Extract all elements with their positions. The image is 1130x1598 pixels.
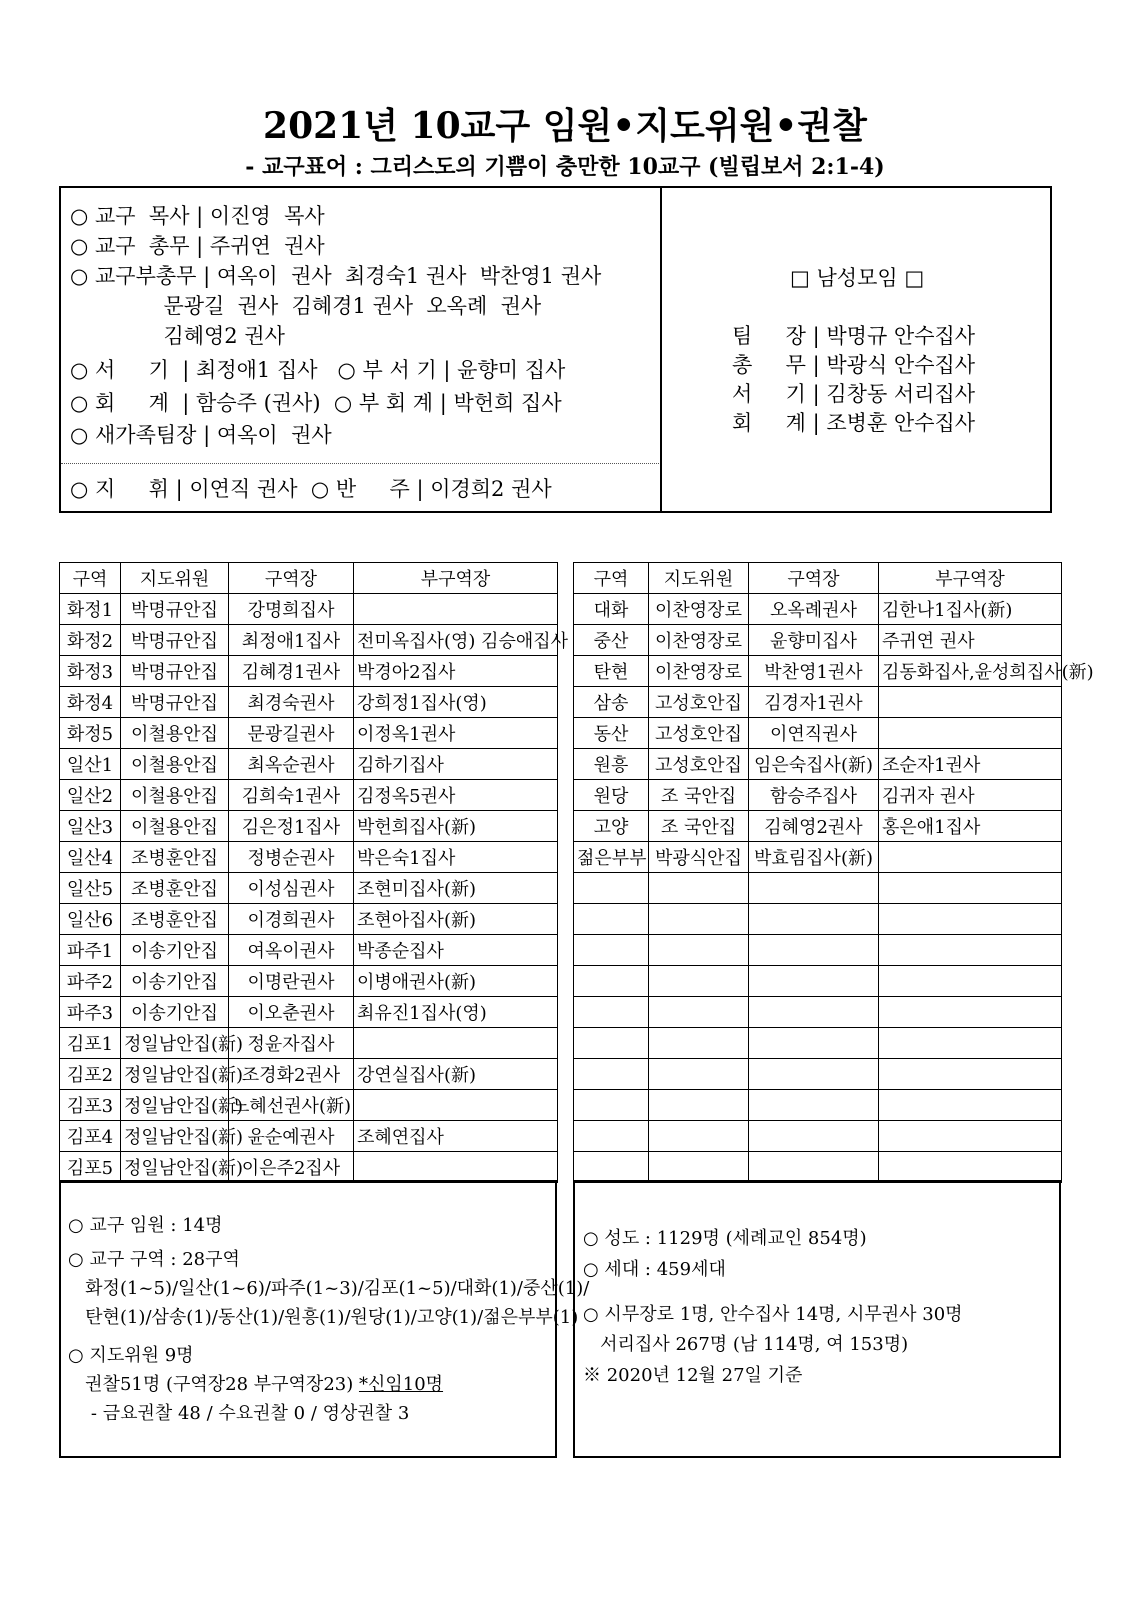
sub-leader-cell: 최유진1집사(영) <box>354 997 558 1028</box>
sub-leader-cell: 김동화집사,윤성희집사(新) <box>879 656 1062 687</box>
sub-leader-cell <box>879 1028 1062 1059</box>
advisor-cell <box>649 966 749 997</box>
advisor-cell: 박명규안집 <box>121 656 229 687</box>
table-row <box>574 904 1062 935</box>
table-row <box>60 997 558 1028</box>
district-cell: 중산 <box>574 625 649 656</box>
leader-cell: 김혜영2권사 <box>749 811 879 842</box>
district-cell <box>574 1090 649 1121</box>
district-cell: 일산3 <box>60 811 121 842</box>
officers-dotted-divider <box>61 463 659 464</box>
officer-line: ○ 교구부총무 | 여옥이 권사 최경숙1 권사 박찬영1 권사 <box>70 264 602 288</box>
leaders-count-text: 권찰51명 (구역장28 부구역장23) <box>68 1374 359 1395</box>
sub-leader-cell <box>879 966 1062 997</box>
leader-cell: 이오춘권사 <box>229 997 354 1028</box>
table-row <box>60 594 558 625</box>
sub-leader-cell: 조순자1권사 <box>879 749 1062 780</box>
table-row <box>60 656 558 687</box>
district-cell: 김포5 <box>60 1152 121 1183</box>
table-row <box>574 594 1062 625</box>
table-row <box>60 1059 558 1090</box>
column-header: 지도위원 <box>121 563 229 594</box>
advisor-cell <box>649 873 749 904</box>
district-cell <box>574 904 649 935</box>
advisor-cell <box>649 1121 749 1152</box>
officer-line: ○ 교구 목사 | 이진영 목사 <box>70 204 325 228</box>
table-row <box>60 1121 558 1152</box>
sub-leader-cell: 조현아집사(新) <box>354 904 558 935</box>
table-row <box>60 873 558 904</box>
leader-cell: 윤향미집사 <box>749 625 879 656</box>
table-row <box>574 842 1062 873</box>
summary-line: 탄현(1)/삼송(1)/동산(1)/원흥(1)/원당(1)/고양(1)/젊은부부(1) <box>68 1307 579 1328</box>
officers-divider <box>660 186 662 513</box>
sub-leader-cell <box>879 842 1062 873</box>
advisor-cell: 이철용안집 <box>121 749 229 780</box>
summary-line-leaders <box>68 1373 443 1397</box>
mens-group-title: □ 남성모임 □ <box>790 266 925 290</box>
sub-leader-cell: 강연실집사(新) <box>354 1059 558 1090</box>
table-row <box>574 966 1062 997</box>
leader-cell: 정윤자집사 <box>229 1028 354 1059</box>
sub-leader-cell <box>879 1152 1062 1183</box>
summary-line: ○ 교구 구역 : 28구역 <box>68 1249 240 1270</box>
district-cell: 화정1 <box>60 594 121 625</box>
leader-cell: 강명희집사 <box>229 594 354 625</box>
officer-line: 김혜영2 권사 <box>70 324 285 348</box>
district-cell: 고양 <box>574 811 649 842</box>
sub-leader-cell <box>879 1121 1062 1152</box>
leader-cell <box>749 935 879 966</box>
advisor-cell <box>649 935 749 966</box>
leader-cell <box>749 1152 879 1183</box>
leader-cell: 김혜경1권사 <box>229 656 354 687</box>
district-cell <box>574 873 649 904</box>
summary-line: ※ 2020년 12월 27일 기준 <box>583 1365 803 1386</box>
table-row <box>574 780 1062 811</box>
advisor-cell: 조 국안집 <box>649 780 749 811</box>
sub-leader-cell: 김한나1집사(新) <box>879 594 1062 625</box>
district-cell: 일산5 <box>60 873 121 904</box>
leader-cell <box>749 873 879 904</box>
table-row <box>60 625 558 656</box>
advisor-cell: 박광식안집 <box>649 842 749 873</box>
page-subtitle: - 교구표어 : 그리스도의 기쁨이 충만한 10교구 (빌립보서 2:1-4) <box>245 154 885 180</box>
advisor-cell: 조병훈안집 <box>121 904 229 935</box>
summary-line: ○ 시무장로 1명, 안수집사 14명, 시무권사 30명 <box>583 1304 963 1325</box>
table-row <box>574 1121 1062 1152</box>
summary-line: ○ 세대 : 459세대 <box>583 1259 726 1280</box>
leader-cell: 이명란권사 <box>229 966 354 997</box>
column-header: 구역 <box>574 563 649 594</box>
sub-leader-cell <box>879 718 1062 749</box>
district-cell: 일산4 <box>60 842 121 873</box>
district-cell: 김포1 <box>60 1028 121 1059</box>
leader-cell: 조경화2권사 <box>229 1059 354 1090</box>
district-cell <box>574 1028 649 1059</box>
summary-line: ○ 성도 : 1129명 (세례교인 854명) <box>583 1228 867 1249</box>
leader-cell <box>749 1059 879 1090</box>
table-row <box>60 1028 558 1059</box>
advisor-cell: 이송기안집 <box>121 935 229 966</box>
new-members-label: *신임10명 <box>358 1374 444 1395</box>
summary-line: 서리집사 267명 (남 114명, 여 153명) <box>583 1334 909 1355</box>
advisor-cell: 박명규안집 <box>121 594 229 625</box>
officer-line: ○ 서 기 | 최정애1 집사 ○ 부 서 기 | 윤향미 집사 <box>70 358 566 382</box>
table-row <box>574 997 1062 1028</box>
leader-cell: 문광길권사 <box>229 718 354 749</box>
advisor-cell: 고성호안집 <box>649 749 749 780</box>
advisor-cell: 이철용안집 <box>121 718 229 749</box>
district-cell: 일산1 <box>60 749 121 780</box>
leader-cell: 이경희권사 <box>229 904 354 935</box>
district-cell: 탄현 <box>574 656 649 687</box>
leader-cell: 최옥순권사 <box>229 749 354 780</box>
advisor-cell: 조병훈안집 <box>121 842 229 873</box>
sub-leader-cell: 홍은애1집사 <box>879 811 1062 842</box>
advisor-cell: 조병훈안집 <box>121 873 229 904</box>
sub-leader-cell <box>354 1152 558 1183</box>
table-row <box>574 718 1062 749</box>
sub-leader-cell: 조혜연집사 <box>354 1121 558 1152</box>
mens-group-line: 총 무 | 박광식 안수집사 <box>732 353 976 377</box>
district-cell <box>574 1121 649 1152</box>
district-table-right <box>573 562 1094 1183</box>
leader-cell <box>749 904 879 935</box>
district-cell: 화정4 <box>60 687 121 718</box>
district-cell: 화정2 <box>60 625 121 656</box>
advisor-cell: 이송기안집 <box>121 997 229 1028</box>
sub-leader-cell: 박헌희집사(新) <box>354 811 558 842</box>
table-row <box>60 1152 558 1183</box>
advisor-cell: 정일남안집(新) <box>121 1028 229 1059</box>
sub-leader-cell: 조현미집사(新) <box>354 873 558 904</box>
table-header-row <box>60 563 558 594</box>
district-table-left <box>59 562 569 1183</box>
advisor-cell: 이찬영장로 <box>649 594 749 625</box>
advisor-cell: 고성호안집 <box>649 687 749 718</box>
district-cell: 파주2 <box>60 966 121 997</box>
district-cell: 일산2 <box>60 780 121 811</box>
table-row <box>60 687 558 718</box>
district-cell: 젊은부부 <box>574 842 649 873</box>
sub-leader-cell: 박경아2집사 <box>354 656 558 687</box>
advisor-cell: 이찬영장로 <box>649 656 749 687</box>
officer-line: 문광길 권사 김혜경1 권사 오옥례 권사 <box>70 294 542 318</box>
advisor-cell: 고성호안집 <box>649 718 749 749</box>
table-row <box>574 1152 1062 1183</box>
sub-leader-cell: 이병애권사(新) <box>354 966 558 997</box>
mens-group-line: 서 기 | 김창동 서리집사 <box>732 382 976 406</box>
district-cell <box>574 966 649 997</box>
leader-cell <box>749 966 879 997</box>
advisor-cell: 이송기안집 <box>121 966 229 997</box>
advisor-cell: 이철용안집 <box>121 780 229 811</box>
sub-leader-cell <box>354 1090 558 1121</box>
district-cell: 화정5 <box>60 718 121 749</box>
sub-leader-cell <box>354 1028 558 1059</box>
district-cell: 파주3 <box>60 997 121 1028</box>
column-header: 구역 <box>60 563 121 594</box>
summary-line: ○ 교구 임원 : 14명 <box>68 1215 223 1236</box>
sub-leader-cell: 김하기집사 <box>354 749 558 780</box>
sub-leader-cell: 박종순집사 <box>354 935 558 966</box>
table-row <box>574 1090 1062 1121</box>
advisor-cell: 정일남안집(新) <box>121 1090 229 1121</box>
table-row <box>574 749 1062 780</box>
leader-cell: 김희숙1권사 <box>229 780 354 811</box>
leader-cell: 최정애1집사 <box>229 625 354 656</box>
district-cell: 대화 <box>574 594 649 625</box>
leader-cell: 이성심권사 <box>229 873 354 904</box>
leader-cell: 박찬영1권사 <box>749 656 879 687</box>
table-row <box>60 842 558 873</box>
leader-cell <box>749 1028 879 1059</box>
district-cell: 일산6 <box>60 904 121 935</box>
sub-leader-cell: 김정옥5권사 <box>354 780 558 811</box>
district-cell: 김포4 <box>60 1121 121 1152</box>
advisor-cell: 박명규안집 <box>121 625 229 656</box>
sub-leader-cell: 박은숙1집사 <box>354 842 558 873</box>
table-row <box>60 718 558 749</box>
table-row <box>574 656 1062 687</box>
column-header: 구역장 <box>229 563 354 594</box>
advisor-cell <box>649 1090 749 1121</box>
leader-cell: 여옥이권사 <box>229 935 354 966</box>
sub-leader-cell <box>879 935 1062 966</box>
officer-line: ○ 회 계 | 함승주 (권사) ○ 부 회 계 | 박헌희 집사 <box>70 391 562 415</box>
district-cell: 원당 <box>574 780 649 811</box>
table-row <box>574 687 1062 718</box>
leader-cell <box>749 997 879 1028</box>
leader-cell: 정병순권사 <box>229 842 354 873</box>
summary-line: 화정(1~5)/일산(1~6)/파주(1~3)/김포(1~5)/대화(1)/중산(1)/ <box>68 1278 590 1299</box>
leader-cell <box>749 1121 879 1152</box>
advisor-cell <box>649 1152 749 1183</box>
table-row <box>60 904 558 935</box>
sub-leader-cell: 이정옥1권사 <box>354 718 558 749</box>
sub-leader-cell: 주귀연 권사 <box>879 625 1062 656</box>
leader-cell: 함승주집사 <box>749 780 879 811</box>
advisor-cell <box>649 1059 749 1090</box>
district-cell: 김포3 <box>60 1090 121 1121</box>
conductor-accompanist-line: ○ 지 휘 | 이연직 권사 ○ 반 주 | 이경희2 권사 <box>70 477 552 501</box>
sub-leader-cell <box>879 904 1062 935</box>
table-row <box>574 1059 1062 1090</box>
district-cell <box>574 997 649 1028</box>
district-cell <box>574 935 649 966</box>
advisor-cell: 정일남안집(新) <box>121 1059 229 1090</box>
table-row <box>60 780 558 811</box>
table-row <box>60 1090 558 1121</box>
sub-leader-cell <box>879 997 1062 1028</box>
column-header: 부구역장 <box>879 563 1062 594</box>
table-row <box>60 966 558 997</box>
advisor-cell: 정일남안집(新) <box>121 1152 229 1183</box>
leader-cell: 임은숙집사(新) <box>749 749 879 780</box>
advisor-cell: 이찬영장로 <box>649 625 749 656</box>
district-cell: 김포2 <box>60 1059 121 1090</box>
advisor-cell: 정일남안집(新) <box>121 1121 229 1152</box>
advisor-cell <box>649 997 749 1028</box>
leader-cell <box>749 1090 879 1121</box>
sub-leader-cell <box>879 687 1062 718</box>
district-cell: 원흥 <box>574 749 649 780</box>
district-cell: 파주1 <box>60 935 121 966</box>
sub-leader-cell: 강희정1집사(영) <box>354 687 558 718</box>
table-row <box>574 873 1062 904</box>
leader-cell: 윤순예권사 <box>229 1121 354 1152</box>
advisor-cell <box>649 904 749 935</box>
leader-cell: 노혜선권사(新) <box>229 1090 354 1121</box>
advisor-cell: 조 국안집 <box>649 811 749 842</box>
page-title: 2021년 10교구 임원•지도위원•권찰 <box>263 105 867 147</box>
table-row <box>574 1028 1062 1059</box>
leader-cell: 김은정1집사 <box>229 811 354 842</box>
advisor-cell: 이철용안집 <box>121 811 229 842</box>
district-cell: 화정3 <box>60 656 121 687</box>
district-cell <box>574 1059 649 1090</box>
sub-leader-cell <box>879 873 1062 904</box>
leader-cell: 박효림집사(新) <box>749 842 879 873</box>
sub-leader-cell <box>879 1090 1062 1121</box>
advisor-cell <box>649 1028 749 1059</box>
table-row <box>60 811 558 842</box>
column-header: 지도위원 <box>649 563 749 594</box>
officer-line: ○ 새가족팀장 | 여옥이 권사 <box>70 423 332 447</box>
summary-line: ○ 지도위원 9명 <box>68 1345 194 1366</box>
sub-leader-cell: 김귀자 권사 <box>879 780 1062 811</box>
column-header: 구역장 <box>749 563 879 594</box>
leader-cell: 김경자1권사 <box>749 687 879 718</box>
leader-cell: 오옥례권사 <box>749 594 879 625</box>
district-cell: 동산 <box>574 718 649 749</box>
sub-leader-cell: 전미옥집사(영) 김승애집사 <box>354 625 558 656</box>
officer-line: ○ 교구 총무 | 주귀연 권사 <box>70 234 325 258</box>
district-cell: 삼송 <box>574 687 649 718</box>
leader-cell: 이연직권사 <box>749 718 879 749</box>
advisor-cell: 박명규안집 <box>121 687 229 718</box>
summary-line: - 금요권찰 48 / 수요권찰 0 / 영상권찰 3 <box>68 1403 410 1424</box>
table-row <box>574 625 1062 656</box>
leader-cell: 이은주2집사 <box>229 1152 354 1183</box>
table-row <box>574 811 1062 842</box>
table-header-row <box>574 563 1062 594</box>
table-row <box>60 935 558 966</box>
table-row <box>574 935 1062 966</box>
table-row <box>60 749 558 780</box>
mens-group-line: 회 계 | 조병훈 안수집사 <box>732 411 976 435</box>
mens-group-line: 팀 장 | 박명규 안수집사 <box>732 324 976 348</box>
leader-cell: 최경숙권사 <box>229 687 354 718</box>
sub-leader-cell <box>354 594 558 625</box>
sub-leader-cell <box>879 1059 1062 1090</box>
column-header: 부구역장 <box>354 563 558 594</box>
district-cell <box>574 1152 649 1183</box>
